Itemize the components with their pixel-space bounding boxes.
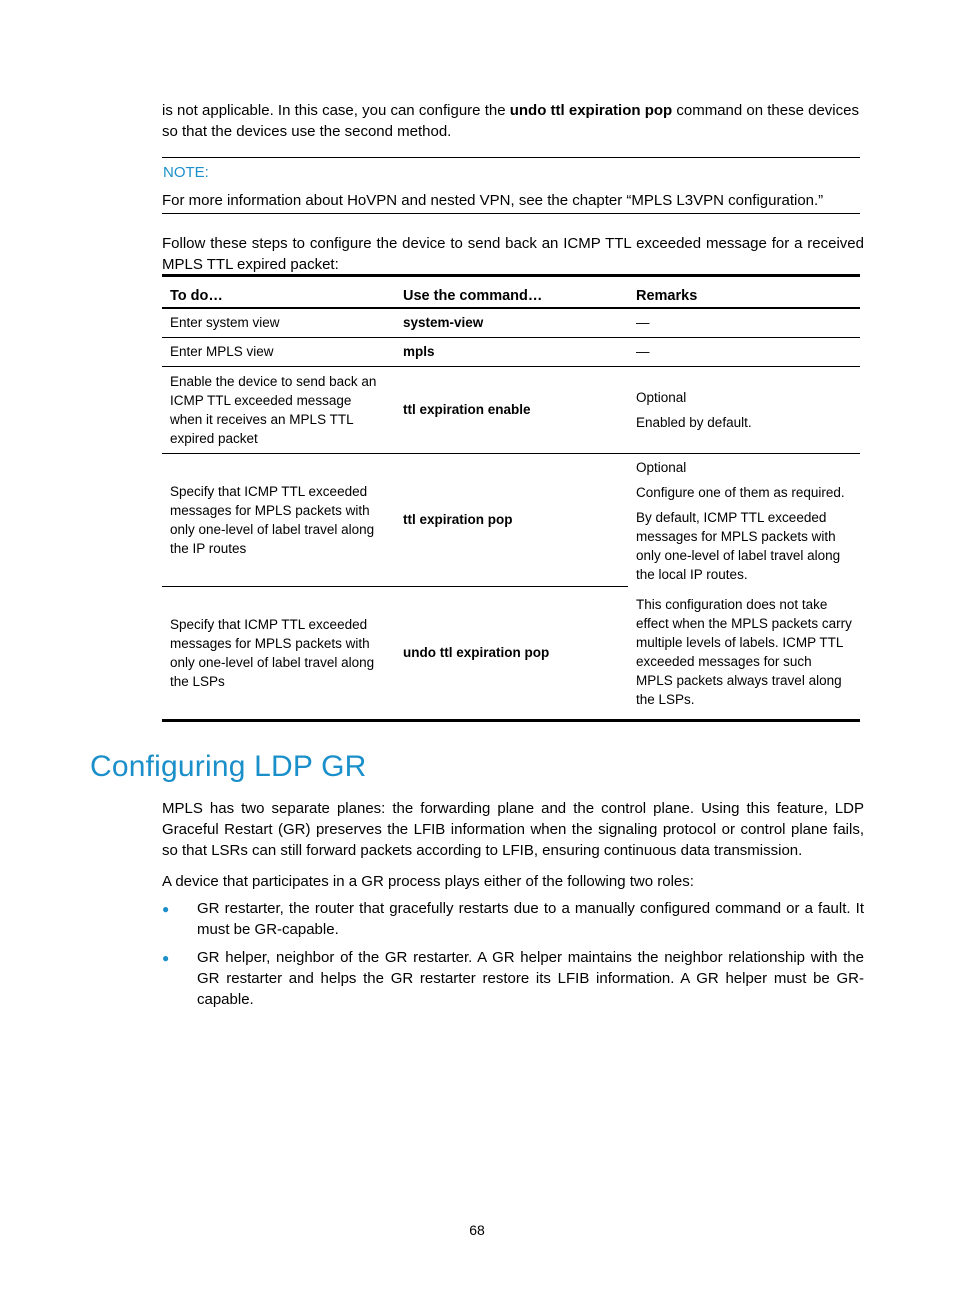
table-row [162, 586, 860, 720]
table-row [162, 366, 860, 453]
bullet-item: GR restarter, the router that gracefully restarts due to a manually configured command or a fault. It must be GR-capable. [197, 900, 864, 938]
cell-remarks [628, 337, 860, 366]
section-paragraph-1: MPLS has two separate planes: the forwarding plane and the control plane. Using this feature, LDP Graceful Restart (GR) preserves the LFIB information when the signaling protocol or control plane fails, so that LSRs can still forward packets according to LFIB, ensuring continuous data transmission. [162, 800, 864, 859]
remark-line: By default, ICMP TTL exceeded messages for MPLS packets with only one-level of label travel along the local IP routes. [636, 509, 841, 582]
cell-command: ttl expiration enable [395, 366, 628, 453]
header-to-do: To do… [170, 288, 223, 304]
cell-command: system-view [395, 308, 628, 337]
intro-paragraph [162, 100, 864, 142]
cell-remarks [628, 586, 860, 720]
remark-line: This configuration does not take effect when the MPLS packets carry multiple levels of labels. ICMP TTL exceeded messages for such MPLS packets always travel along the LSPs. [636, 597, 852, 708]
cell-command: mpls [395, 337, 628, 366]
section-paragraph-2: A device that participates in a GR process plays either of the following two roles: [162, 873, 694, 890]
cell-todo: Enable the device to send back an ICMP TTL exceeded message when it receives an MPLS TTL expired packet [162, 366, 395, 453]
remark-line: — [636, 344, 650, 359]
cell-remarks [628, 453, 860, 586]
remark-line: Configure one of them as required. [636, 484, 845, 500]
page-number: 68 [469, 1222, 485, 1238]
note-bottom-rule [162, 213, 860, 214]
cell-todo: Specify that ICMP TTL exceeded messages for MPLS packets with only one-level of label travel along the LSPs [162, 586, 395, 720]
note-top-rule [162, 157, 860, 158]
intro-line-1 [162, 100, 864, 121]
section-title: Configuring LDP GR [90, 750, 367, 783]
cell-remarks [628, 366, 860, 453]
cell-remarks [628, 308, 860, 337]
intro-line-2: so that the devices use the second method. [162, 123, 452, 140]
intro-text-end: command on these devices [672, 102, 859, 119]
cell-command: undo ttl expiration pop [395, 586, 628, 720]
remark-line: Optional [636, 459, 687, 475]
header-remarks: Remarks [636, 288, 698, 304]
cell-todo: Specify that ICMP TTL exceeded messages for MPLS packets with only one-level of label travel along the IP routes [162, 453, 395, 586]
remark-line: — [636, 315, 650, 331]
cell-todo: Enter system view [162, 308, 395, 337]
table-row [162, 337, 860, 366]
bullet-icon: ● [162, 902, 170, 916]
remark-line: Optional [636, 389, 687, 405]
bullet-icon: ● [162, 951, 170, 965]
table-row [162, 308, 860, 337]
cell-todo: Enter MPLS view [162, 337, 395, 366]
note-text: For more information about HoVPN and nested VPN, see the chapter “MPLS L3VPN configuration.” [162, 192, 824, 209]
note-label: NOTE: [163, 164, 209, 181]
header-command: Use the command… [403, 288, 543, 304]
table-header-row [162, 276, 860, 309]
remark-line: Enabled by default. [636, 414, 752, 430]
config-table [162, 274, 860, 722]
intro-command: undo ttl expiration pop [509, 102, 673, 119]
table-row [162, 453, 860, 586]
bullet-item: GR helper, neighbor of the GR restarter. A GR helper maintains the neighbor relationship with the GR restarter and helps the GR restarter restore its LFIB information. A GR helper must be GR-capable. [197, 949, 864, 1008]
intro-text: is not applicable. In this case, you can configure the [162, 102, 510, 119]
steps-intro: Follow these steps to configure the device to send back an ICMP TTL exceeded message for a received MPLS TTL expired packet: [162, 235, 864, 273]
cell-command: ttl expiration pop [395, 453, 628, 586]
